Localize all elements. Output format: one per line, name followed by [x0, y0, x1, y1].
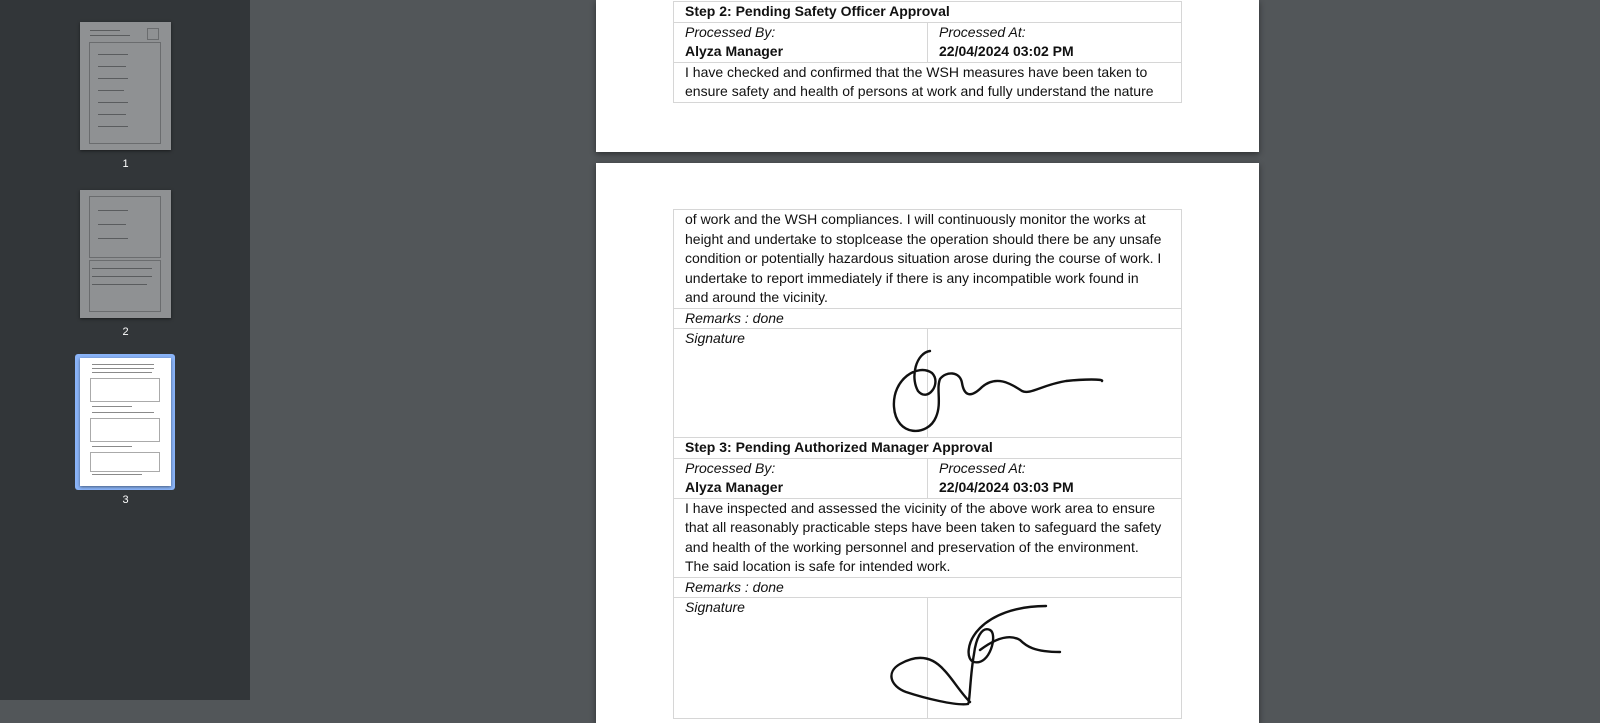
- thumbnail-image[interactable]: [80, 190, 171, 318]
- processed-at-value: 22/04/2024 03:03 PM: [939, 479, 1074, 495]
- signature-label: Signature: [685, 330, 745, 346]
- processed-by-value: Alyza Manager: [685, 43, 784, 59]
- step3-signature-row: [674, 598, 1181, 719]
- pdf-page: [596, 163, 1259, 723]
- step3-statement: [674, 499, 1181, 578]
- step2-processed-row: [674, 23, 1181, 63]
- thumbnail-sidebar: [0, 0, 250, 700]
- thumbnail-page-number: 1: [122, 158, 129, 170]
- processed-by-value: Alyza Manager: [685, 479, 784, 495]
- statement-line: that all reasonably practicable steps have been taken to safeguard the safety: [685, 519, 1162, 535]
- step3-remarks: Remarks : done: [674, 578, 1181, 599]
- step2-statement: [674, 63, 1181, 103]
- step2-title: Step 2: Pending Safety Officer Approval: [674, 2, 1181, 23]
- approval-table: [673, 209, 1182, 719]
- step2-remarks: Remarks : done: [674, 309, 1181, 330]
- signature-image: [674, 329, 1181, 437]
- processed-at-label: Processed At:: [939, 23, 1026, 40]
- statement-line: condition or potentially hazardous situation arose during the course of work. I: [685, 250, 1162, 266]
- statement-line: The said location is safe for intended work.: [685, 558, 951, 574]
- statement-line: undertake to report immediately if there is any incompatible work found in: [685, 269, 1139, 286]
- step2-signature-row: [674, 329, 1181, 438]
- approval-table-step2-top: [673, 1, 1182, 103]
- statement-line: and health of the working personnel and preservation of the environment.: [685, 538, 1139, 555]
- statement-line: ensure safety and health of persons at work and fully understand the nature: [685, 83, 1154, 99]
- statement-line: and around the vicinity.: [685, 289, 828, 305]
- processed-at-value: 22/04/2024 03:02 PM: [939, 43, 1074, 59]
- statement-line: height and undertake to stoplcease the operation should there be any unsafe: [685, 230, 1162, 247]
- step2-statement-continued: [674, 210, 1181, 309]
- step3-processed-row: [674, 459, 1181, 499]
- thumbnail-page-number: 3: [122, 494, 129, 506]
- thumbnail-page-number: 2: [122, 326, 129, 338]
- step3-title: Step 3: Pending Authorized Manager Approval: [674, 438, 1181, 459]
- pdf-page: [596, 0, 1259, 152]
- signature-image: [674, 598, 1181, 718]
- processed-by-label: Processed By:: [685, 23, 776, 40]
- signature-label: Signature: [685, 599, 745, 615]
- statement-line: I have checked and confirmed that the WSH measures have been taken to: [685, 63, 1148, 80]
- processed-by-label: Processed By:: [685, 459, 776, 476]
- thumbnail-image[interactable]: [80, 22, 171, 150]
- statement-line: I have inspected and assessed the vicinity of the above work area to ensure: [685, 499, 1156, 516]
- processed-at-label: Processed At:: [939, 459, 1026, 476]
- statement-line: of work and the WSH compliances. I will continuously monitor the works at: [685, 211, 1146, 227]
- thumbnail-image[interactable]: [80, 358, 171, 486]
